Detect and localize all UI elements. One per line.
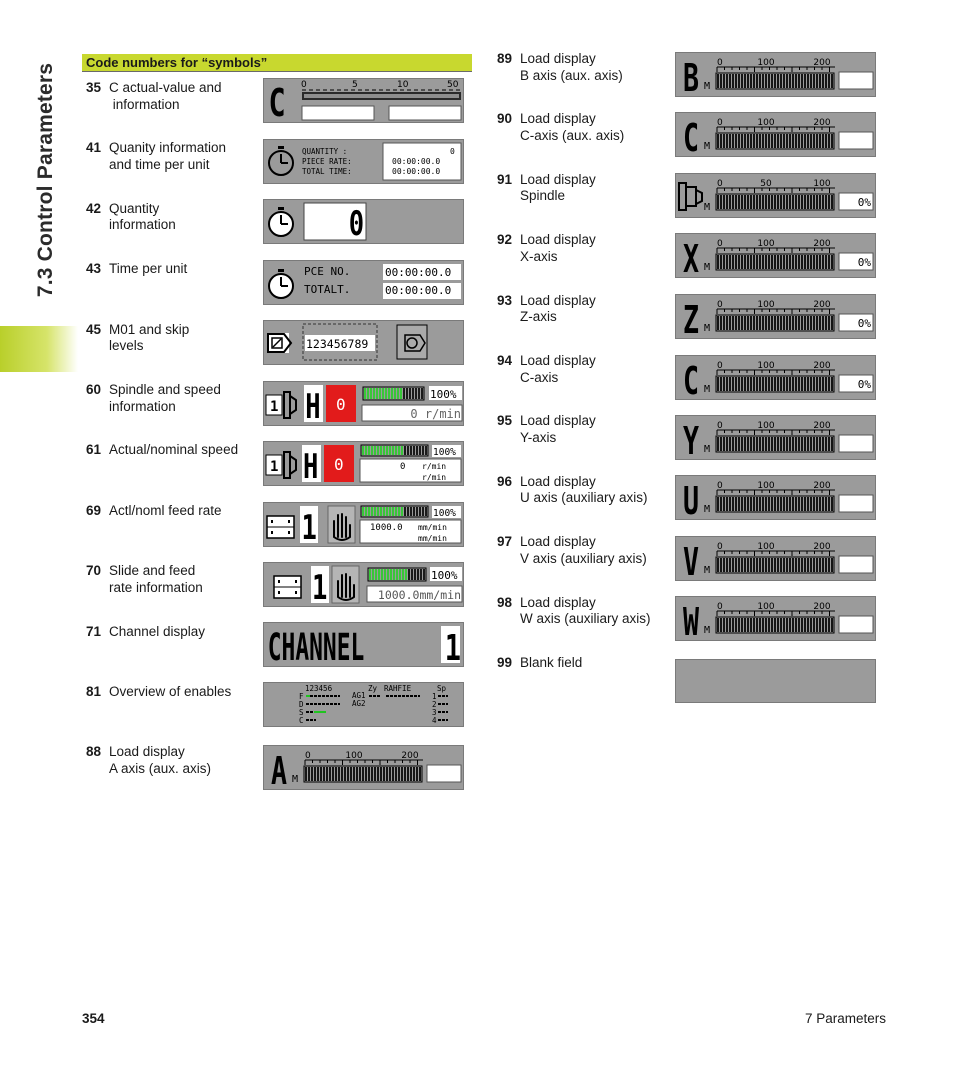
- skip-level-icon: [397, 325, 427, 359]
- motor-subscript: M: [704, 141, 711, 152]
- load-readout-box: [839, 72, 873, 89]
- load-readout-box: [839, 132, 873, 149]
- skip-levels: 123456789: [306, 337, 369, 351]
- feed-gear: 1: [312, 568, 328, 606]
- entry-number: 69: [86, 502, 102, 518]
- symbol-97-panel: [675, 536, 876, 581]
- tick-label: 200: [813, 542, 831, 552]
- symbol-95-panel: [675, 415, 876, 460]
- symbol-92-panel: [675, 233, 876, 278]
- tick-label: 0: [301, 80, 307, 90]
- axis-letter: V: [683, 540, 700, 580]
- axis-letter: B: [683, 56, 700, 96]
- hand-icon: [328, 506, 355, 543]
- spindle-state: 0: [334, 455, 344, 474]
- motor-subscript: M: [704, 323, 711, 334]
- entry-description: Load display C-axis: [520, 353, 596, 385]
- load-bar: [716, 376, 834, 392]
- tick-label: 50: [447, 80, 459, 90]
- symbol-94-panel: [675, 355, 876, 400]
- load-readout: 0%: [857, 196, 871, 209]
- symbol-93-panel: [675, 294, 876, 339]
- speed-unit: r/min: [422, 473, 447, 482]
- channel-label: CHANNEL: [267, 626, 365, 666]
- enable-header: Zy: [368, 684, 378, 693]
- entry-number: 98: [497, 594, 513, 610]
- load-readout: 0%: [857, 317, 871, 330]
- entry-description: C actual-value and information: [109, 80, 222, 112]
- entry-description: Load display V axis (auxiliary axis): [520, 534, 647, 566]
- tick-label: 100: [757, 602, 775, 612]
- entry-number: 88: [86, 744, 102, 760]
- m01-stop-icon: [267, 333, 291, 353]
- stopwatch-icon: [269, 269, 293, 298]
- time-label: PCE NO.: [304, 265, 351, 278]
- symbol-70-panel: [263, 562, 464, 607]
- info-value: 00:00:00.0: [392, 167, 441, 176]
- entry-description: Load display A axis (aux. axis): [109, 744, 212, 776]
- symbol-99-panel: [675, 659, 876, 703]
- actual-speed: 0: [400, 462, 406, 472]
- tick-label: 200: [813, 361, 831, 371]
- enable-header: Sp: [437, 684, 447, 693]
- entry-number: 95: [497, 413, 513, 429]
- enable-row: D: [299, 700, 304, 709]
- tick-label: 200: [813, 481, 831, 491]
- entry-number: 89: [497, 51, 513, 66]
- enable-row: F: [299, 692, 304, 701]
- table-header: Code numbers for “symbols”: [82, 54, 472, 72]
- tick-label: 200: [401, 751, 419, 761]
- motor-subscript: M: [292, 774, 299, 785]
- tick-label: 0: [717, 361, 723, 371]
- entry-description: Load display W axis (auxiliary axis): [520, 594, 651, 627]
- load-percent: 100%: [433, 447, 456, 458]
- entry-number: 92: [497, 232, 513, 248]
- tick-label: 100: [345, 751, 363, 761]
- axis-letter: C: [683, 359, 700, 399]
- load-readout-box: [839, 495, 873, 512]
- enable-row: C: [299, 716, 304, 725]
- tick-label: 200: [813, 602, 831, 612]
- axis-letter: Y: [683, 419, 700, 459]
- entry-description: Load display C-axis (aux. axis): [520, 111, 625, 143]
- tick-label: 100: [757, 481, 775, 491]
- info-label: TOTAL TIME:: [302, 167, 352, 176]
- spindle-number: 2: [432, 700, 437, 709]
- time-value: 00:00:00.0: [385, 266, 452, 279]
- spindle-number: 1: [432, 692, 437, 701]
- load-bar: [716, 436, 834, 452]
- load-bar: [361, 506, 428, 517]
- spindle-direction: H: [305, 387, 321, 425]
- entry-number: 97: [497, 534, 513, 550]
- load-readout-box: [839, 616, 873, 633]
- enable-group: AG1: [352, 691, 366, 700]
- feed-unit: mm/min: [418, 523, 447, 532]
- motor-subscript: M: [704, 262, 711, 273]
- feed-unit: mm/min: [418, 534, 447, 543]
- entry-number: 60: [86, 382, 102, 397]
- enable-header: 123456: [305, 684, 333, 693]
- load-readout-box: [839, 435, 873, 452]
- entry-number: 45: [86, 321, 102, 337]
- entry-description: Spindle and speed information: [109, 382, 221, 414]
- load-readout-box: [839, 556, 873, 573]
- tick-label: 200: [813, 58, 831, 68]
- tick-label: 200: [813, 300, 831, 310]
- entry-number: 93: [497, 292, 513, 308]
- entry-number: 41: [86, 140, 102, 156]
- tick-label: 0: [717, 179, 723, 189]
- tick-label: 100: [757, 421, 775, 431]
- section-side-title: [28, 50, 64, 310]
- motor-subscript: M: [704, 384, 711, 395]
- load-bar: [716, 194, 834, 210]
- symbol-61-panel: [263, 441, 464, 486]
- info-label: QUANTITY :: [302, 147, 348, 156]
- motor-subscript: M: [704, 444, 711, 455]
- load-readout: 0%: [857, 378, 871, 391]
- enable-header: RAHFIE: [384, 684, 412, 693]
- enable-row: S: [299, 708, 304, 717]
- stopwatch-icon: [269, 146, 293, 175]
- channel-value: 1: [444, 626, 462, 666]
- symbol-71-panel: [263, 622, 464, 667]
- tick-label: 100: [757, 58, 775, 68]
- spindle-number: 4: [432, 716, 437, 725]
- entry-description: Overview of enables: [109, 684, 232, 699]
- motor-subscript: M: [704, 504, 711, 515]
- entry-description: Blank field: [520, 655, 583, 670]
- tick-label: 0: [717, 58, 723, 68]
- tick-label: 50: [760, 179, 772, 189]
- entry-number: 42: [86, 200, 102, 216]
- tick-label: 0: [717, 602, 723, 612]
- tick-label: 100: [757, 361, 775, 371]
- motor-subscript: M: [704, 625, 711, 636]
- entry-description: Quanity information and time per unit: [109, 140, 227, 172]
- entry-number: 91: [497, 171, 513, 187]
- motor-subscript: M: [704, 202, 711, 213]
- load-bar: [716, 133, 834, 149]
- tick-label: 200: [813, 421, 831, 431]
- load-bar: [716, 557, 834, 573]
- time-label: TOTALT.: [304, 283, 351, 296]
- axis-letter: C: [268, 80, 286, 122]
- speed-unit: r/min: [422, 462, 447, 471]
- tick-label: 100: [813, 179, 831, 189]
- load-readout-box: [427, 765, 461, 782]
- axis-letter: X: [683, 237, 700, 277]
- symbol-41-panel: [263, 139, 464, 184]
- entry-description: Load display Z-axis: [520, 292, 596, 325]
- symbol-69-panel: [263, 502, 464, 547]
- chapter-tab-marker: [0, 326, 78, 372]
- tick-label: 200: [813, 239, 831, 249]
- symbol-89-panel: [675, 52, 876, 97]
- stopwatch-icon: [269, 207, 293, 236]
- info-label: PIECE RATE:: [302, 157, 352, 166]
- axis-letter: A: [271, 749, 288, 789]
- load-bar: [716, 496, 834, 512]
- enable-group: AG2: [352, 699, 366, 708]
- load-bar: [361, 445, 428, 456]
- tick-label: 0: [305, 751, 311, 761]
- load-bar: [716, 254, 834, 270]
- chapter-label: 7 Parameters: [804, 1011, 886, 1026]
- svg-text:1: 1: [270, 399, 279, 415]
- spindle-number: 3: [432, 708, 437, 717]
- symbol-96-panel: [675, 475, 876, 520]
- tick-label: 100: [757, 542, 775, 552]
- tick-label: 0: [717, 300, 723, 310]
- entry-number: 96: [497, 473, 513, 489]
- entry-description: M01 and skip levels: [109, 321, 190, 354]
- spindle-state: 0: [336, 395, 346, 414]
- feed-rate: 1000.0mm/min: [377, 588, 461, 602]
- load-percent: 100%: [430, 388, 457, 401]
- tick-label: 5: [352, 80, 358, 90]
- load-percent: 100%: [431, 569, 458, 582]
- entry-number: 71: [86, 623, 102, 639]
- axis-letter: W: [683, 600, 700, 640]
- slide-icon: [267, 516, 294, 538]
- hand-icon: [332, 566, 359, 603]
- actual-feed: 1000.0: [370, 523, 403, 533]
- entry-description: Load display Spindle: [520, 171, 596, 204]
- entry-number: 70: [86, 563, 102, 579]
- tick-label: 10: [397, 80, 409, 90]
- entry-description: Time per unit: [109, 261, 188, 277]
- entry-number: 99: [497, 655, 513, 670]
- section-side-title-text: 7.3 Control Parameters: [34, 62, 57, 298]
- tick-label: 200: [813, 118, 831, 128]
- entry-description: Channel display: [109, 623, 206, 639]
- load-bar: [716, 617, 834, 633]
- feed-gear: 1: [301, 508, 317, 546]
- entry-description: Quantity information: [109, 200, 176, 233]
- symbol-98-panel: [675, 596, 876, 641]
- entry-description: Load display B axis (aux. axis): [520, 51, 623, 83]
- load-readout: 0%: [857, 256, 871, 269]
- slide-icon: [274, 576, 301, 598]
- page-number: 354: [82, 1011, 105, 1026]
- tick-label: 100: [757, 118, 775, 128]
- entry-number: 94: [497, 353, 513, 368]
- symbol-91-panel: [675, 173, 876, 218]
- time-value: 00:00:00.0: [385, 284, 452, 297]
- load-bar: [363, 387, 424, 400]
- quantity-value: 0: [348, 204, 365, 243]
- tick-label: 0: [717, 481, 723, 491]
- tick-label: 0: [717, 421, 723, 431]
- spindle-speed: 0 r/min: [410, 407, 461, 421]
- entry-number: 35: [86, 80, 102, 95]
- load-bar: [716, 73, 834, 89]
- spindle-icon: [679, 183, 702, 210]
- load-bar: [304, 766, 422, 782]
- symbol-90-panel: [675, 112, 876, 157]
- entry-description: Load display Y-axis: [520, 413, 596, 445]
- entry-number: 43: [86, 261, 102, 277]
- entry-description: Slide and feed rate information: [109, 563, 203, 595]
- spindle-icon: [266, 392, 296, 418]
- symbol-45-panel: [263, 320, 464, 365]
- tick-label: 0: [717, 239, 723, 249]
- symbol-35-panel: [263, 78, 464, 123]
- axis-letter: Z: [683, 298, 700, 338]
- symbol-43-panel: [263, 260, 464, 305]
- entry-description: Actl/noml feed rate: [109, 502, 222, 518]
- motor-subscript: M: [704, 81, 711, 92]
- svg-text:1: 1: [270, 459, 279, 475]
- tick-label: 100: [757, 300, 775, 310]
- tick-label: 0: [717, 542, 723, 552]
- entry-number: 81: [86, 684, 102, 699]
- axis-letter: U: [683, 479, 700, 519]
- entry-number: 61: [86, 442, 102, 458]
- symbol-60-panel: [263, 381, 464, 426]
- info-value: 0: [450, 147, 455, 156]
- tick-label: 0: [717, 118, 723, 128]
- symbol-88-panel: [263, 745, 464, 790]
- spindle-direction: H: [303, 447, 319, 485]
- entry-description: Load display X-axis: [520, 232, 596, 264]
- entry-description: Load display U axis (auxiliary axis): [520, 473, 648, 506]
- tick-label: 100: [757, 239, 775, 249]
- load-percent: 100%: [433, 508, 456, 519]
- entry-number: 90: [497, 111, 513, 127]
- load-bar: [368, 568, 426, 581]
- symbol-42-panel: [263, 199, 464, 244]
- symbol-81-panel: [263, 682, 464, 727]
- info-value: 00:00:00.0: [392, 157, 441, 166]
- axis-letter: C: [683, 116, 700, 156]
- load-bar: [716, 315, 834, 331]
- spindle-icon: [266, 452, 296, 478]
- entry-description: Actual/nominal speed: [109, 442, 239, 458]
- motor-subscript: M: [704, 565, 711, 576]
